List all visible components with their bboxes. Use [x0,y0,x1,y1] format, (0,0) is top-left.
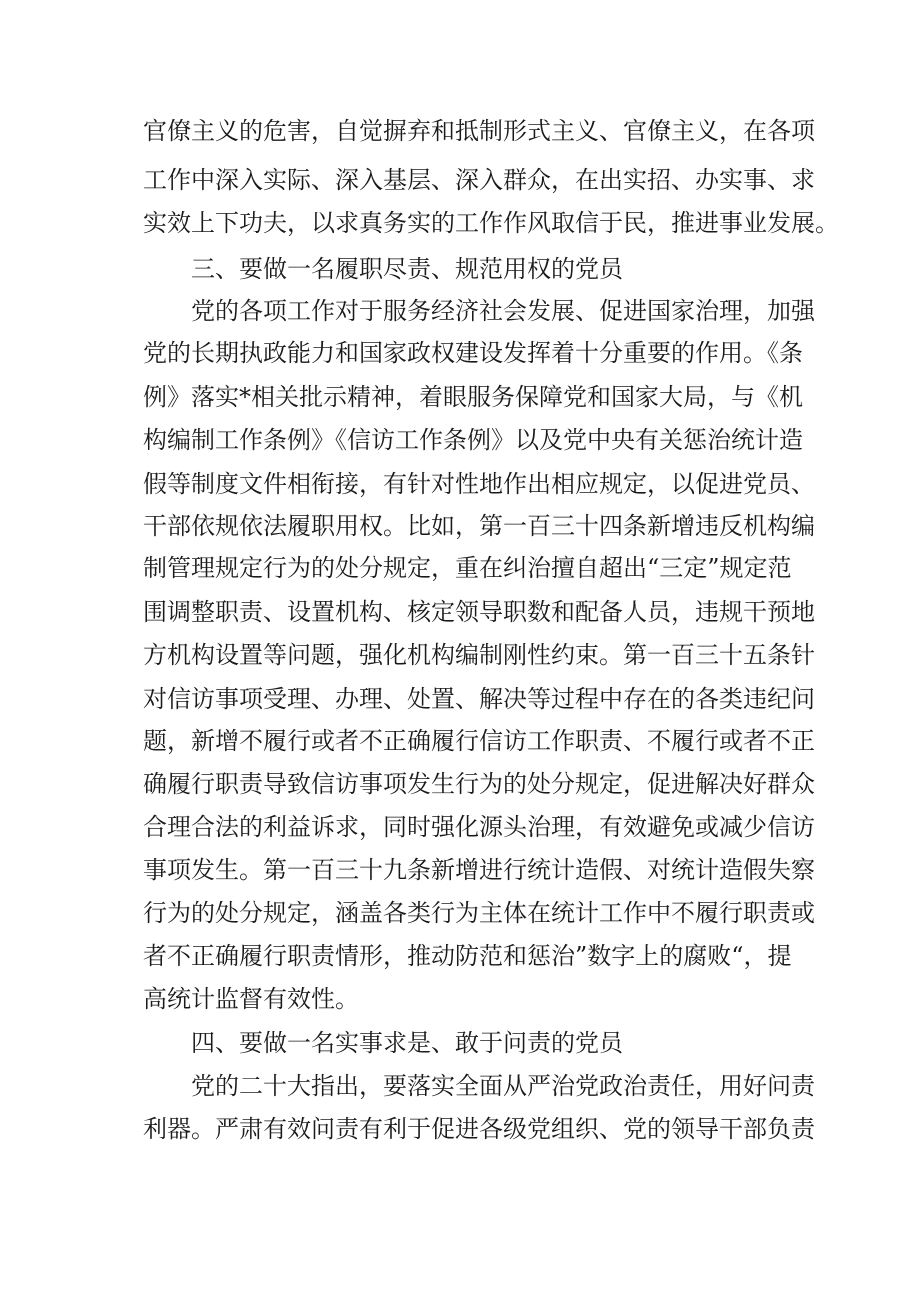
body-text-line: 实效上下功夫，以求真务实的工作作风取信于民，推进事业发展。 [143,209,839,237]
body-text-line: 行为的处分规定，涵盖各类行为主体在统计工作中不履行职责或 [143,899,815,927]
paragraph-first-line: 党的各项工作对于服务经济社会发展、促进国家治理，加强 [191,297,815,325]
body-text-line: 围调整职责、设置机构、核定领导职数和配备人员，违规干预地 [143,598,815,626]
body-text-line: 工作中深入实际、深入基层、深入群众，在出实招、办实事、求 [143,166,815,194]
body-text-line: 党的长期执政能力和国家政权建设发挥着十分重要的作用。《条 [143,339,803,367]
paragraph-last-line: 高统计监督有效性。 [143,985,359,1013]
body-text-line: 假等制度文件相衔接，有针对性地作出相应规定，以促进党员、 [143,470,815,498]
body-text-line: 事项发生。第一百三十九条新增进行统计造假、对统计造假失察 [143,856,815,884]
body-text-line: 官僚主义的危害，自觉摒弃和抵制形式主义、官僚主义，在各项 [143,117,815,145]
body-text-line: 方机构设置等问题，强化机构编制刚性约束。第一百三十五条针 [143,641,815,669]
body-text-line: 合理合法的利益诉求，同时强化源头治理，有效避免或减少信访 [143,813,815,841]
paragraph-first-line: 党的二十大指出，要落实全面从严治党政治责任，用好问责 [191,1072,815,1100]
body-text-line: 例》落实*相关批示精神，着眼服务保障党和国家大局，与《机 [143,383,803,411]
body-text-line: 确履行职责导致信访事项发生行为的处分规定，促进解决好群众 [143,770,815,798]
body-text-line: 者不正确履行职责情形，推动防范和惩治”数字上的腐败“，提 [143,942,792,970]
body-text-line: 题，新增不履行或者不正确履行信访工作职责、不履行或者不正 [143,727,815,755]
section-heading-4: 四、要做一名实事求是、敢于问责的党员 [191,1029,623,1057]
section-heading-3: 三、要做一名履职尽责、规范用权的党员 [191,255,623,283]
body-text-line: 干部依规依法履职用权。比如，第一百三十四条新增违反机构编 [143,512,815,540]
body-text-line: 对信访事项受理、办理、处置、解决等过程中存在的各类违纪问 [143,685,815,713]
body-text-line: 构编制工作条例》《信访工作条例》以及党中央有关惩治统计造 [143,426,803,454]
body-text-line: 利器。严肃有效问责有利于促进各级党组织、党的领导干部负责 [143,1115,815,1143]
body-text-line: 制管理规定行为的处分规定，重在纠治擅自超出“三定”规定范 [143,554,792,582]
